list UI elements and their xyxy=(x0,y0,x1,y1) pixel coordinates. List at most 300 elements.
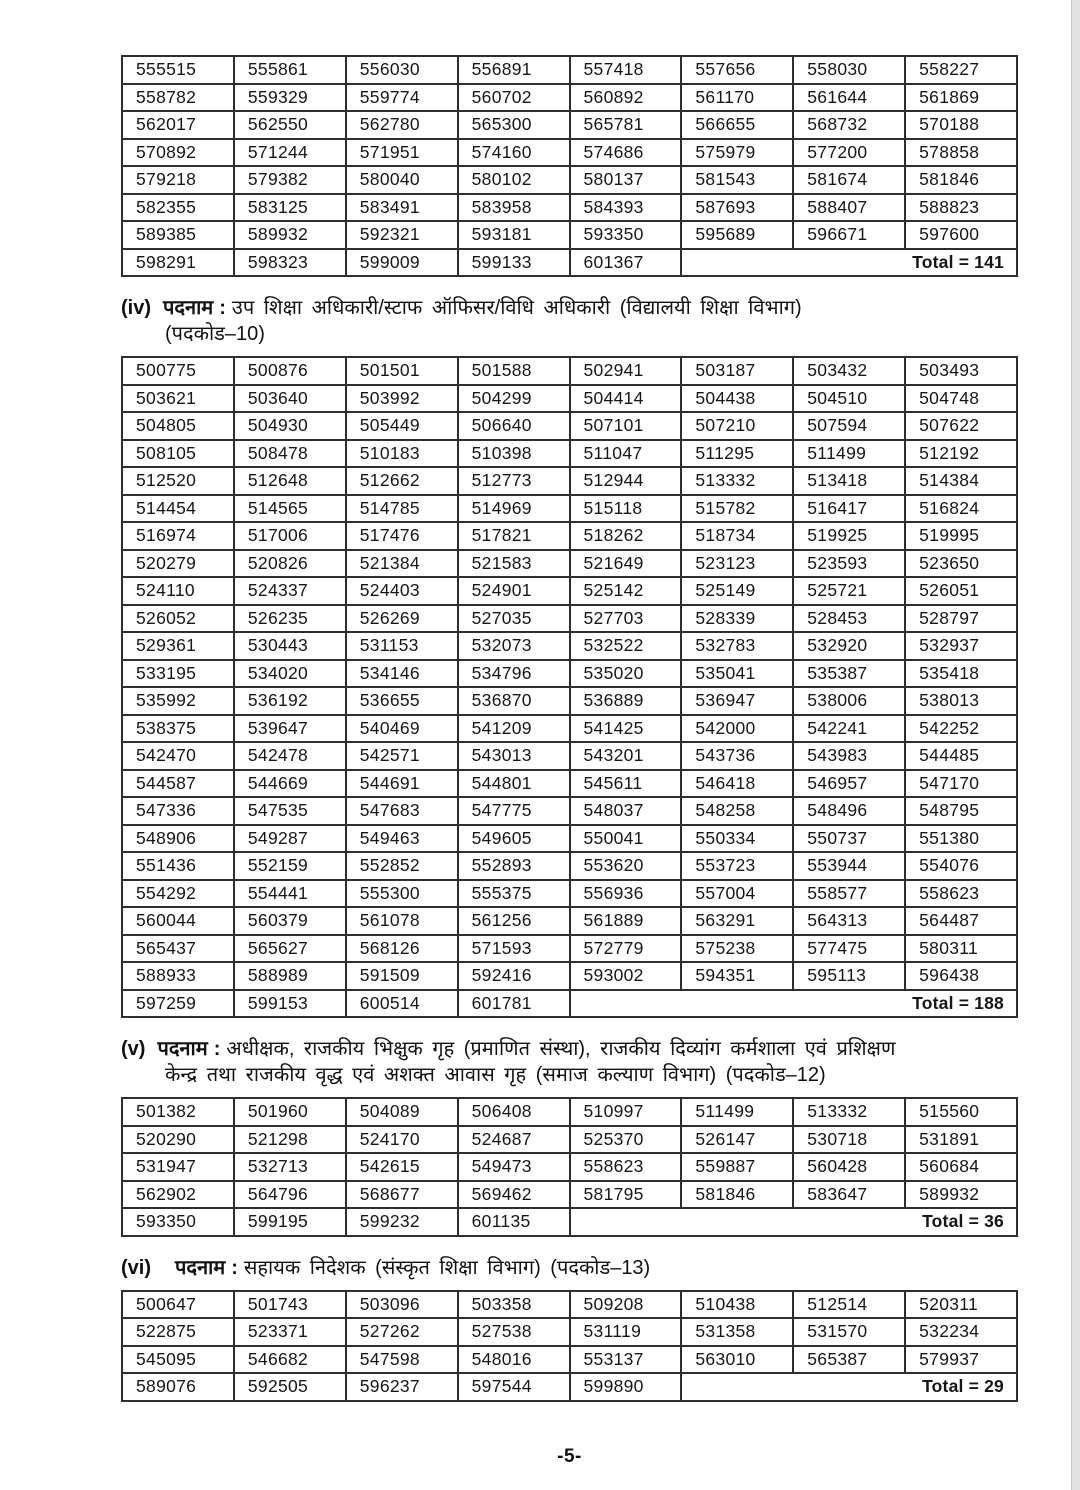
table-row xyxy=(122,687,1017,715)
roll-number-cell: 533195 xyxy=(122,660,234,688)
roll-number-cell: 548016 xyxy=(458,1346,570,1374)
roll-number-cell: 562017 xyxy=(122,111,234,139)
roll-number-cell: 592416 xyxy=(458,962,570,990)
roll-number-cell: 574686 xyxy=(570,139,682,167)
table-row xyxy=(122,1098,1017,1126)
roll-number-cell: 508105 xyxy=(122,440,234,468)
roll-number-table-continuation xyxy=(121,55,1018,277)
roll-number-cell: 538006 xyxy=(793,687,905,715)
table-row xyxy=(122,1318,1017,1346)
roll-number-cell: 589932 xyxy=(234,221,346,249)
roll-number-cell: 550334 xyxy=(681,825,793,853)
roll-number-cell: 556030 xyxy=(346,56,458,84)
roll-number-cell: 511047 xyxy=(570,440,682,468)
roll-number-cell: 569462 xyxy=(458,1181,570,1209)
roll-number-cell: 544669 xyxy=(234,770,346,798)
roll-number-cell: 507622 xyxy=(905,412,1017,440)
roll-number-cell: 527538 xyxy=(458,1318,570,1346)
roll-number-cell: 581795 xyxy=(570,1181,682,1209)
roll-number-cell: 513418 xyxy=(793,467,905,495)
roll-number-cell: 520826 xyxy=(234,550,346,578)
roll-number-cell: 574160 xyxy=(458,139,570,167)
roll-number-cell: 561644 xyxy=(793,84,905,112)
roll-number-cell: 531891 xyxy=(905,1126,1017,1154)
section-vi-heading xyxy=(121,1255,1018,1281)
section-index: (vi) xyxy=(121,1256,151,1279)
roll-number-cell: 503432 xyxy=(793,357,905,385)
roll-number-cell: 534020 xyxy=(234,660,346,688)
roll-number-cell: 561078 xyxy=(346,907,458,935)
table-row xyxy=(122,825,1017,853)
roll-number-cell: 514384 xyxy=(905,467,1017,495)
roll-number-cell: 513332 xyxy=(793,1098,905,1126)
roll-number-cell: 518734 xyxy=(681,522,793,550)
roll-number-cell: 534796 xyxy=(458,660,570,688)
roll-number-cell: 532920 xyxy=(793,632,905,660)
roll-number-cell: 601781 xyxy=(458,990,570,1018)
roll-number-cell: 528453 xyxy=(793,605,905,633)
roll-number-cell: 510997 xyxy=(570,1098,682,1126)
heading-text: सहायक निदेशक (संस्कृत शिक्षा विभाग) (पदकोड–13) xyxy=(243,1256,651,1279)
roll-number-cell: 506640 xyxy=(458,412,570,440)
roll-number-cell: 568732 xyxy=(793,111,905,139)
roll-number-cell: 526051 xyxy=(905,577,1017,605)
heading-label: पदनाम xyxy=(157,1038,208,1060)
roll-number-cell: 598291 xyxy=(122,249,234,277)
table-row xyxy=(122,385,1017,413)
table-row xyxy=(122,1373,1017,1401)
roll-number-cell: 560044 xyxy=(122,907,234,935)
roll-number-cell: 519925 xyxy=(793,522,905,550)
roll-number-cell: 565781 xyxy=(570,111,682,139)
roll-number-cell: 562780 xyxy=(346,111,458,139)
roll-number-cell: 555375 xyxy=(458,880,570,908)
roll-number-cell: 552159 xyxy=(234,852,346,880)
roll-number-cell: 532937 xyxy=(905,632,1017,660)
roll-number-cell: 515560 xyxy=(905,1098,1017,1126)
roll-number-cell: 589385 xyxy=(122,221,234,249)
roll-number-cell: 535041 xyxy=(681,660,793,688)
roll-number-cell: 512662 xyxy=(346,467,458,495)
right-edge-shadow xyxy=(1071,0,1080,1490)
roll-number-cell: 500775 xyxy=(122,357,234,385)
roll-number-cell: 552852 xyxy=(346,852,458,880)
roll-number-cell: 589076 xyxy=(122,1373,234,1401)
roll-number-cell: 543013 xyxy=(458,742,570,770)
roll-number-cell: 558030 xyxy=(793,56,905,84)
table-row xyxy=(122,221,1017,249)
roll-number-cell: 517006 xyxy=(234,522,346,550)
roll-number-cell: 601135 xyxy=(458,1208,570,1236)
roll-number-cell: 531947 xyxy=(122,1153,234,1181)
roll-number-cell: 500647 xyxy=(122,1291,234,1319)
roll-number-cell: 531570 xyxy=(793,1318,905,1346)
roll-number-cell: 503640 xyxy=(234,385,346,413)
roll-number-cell: 535992 xyxy=(122,687,234,715)
section-index: (iv) xyxy=(121,297,151,319)
roll-number-cell: 530718 xyxy=(793,1126,905,1154)
roll-number-cell: 546957 xyxy=(793,770,905,798)
table-row xyxy=(122,56,1017,84)
roll-number-cell: 521384 xyxy=(346,550,458,578)
roll-number-cell: 547170 xyxy=(905,770,1017,798)
total-cell: Total = 36 xyxy=(570,1208,1018,1236)
roll-number-cell: 532713 xyxy=(234,1153,346,1181)
table-row xyxy=(122,742,1017,770)
roll-number-cell: 599133 xyxy=(458,249,570,277)
roll-number-cell: 541209 xyxy=(458,715,570,743)
roll-number-cell: 512944 xyxy=(570,467,682,495)
roll-number-cell: 512192 xyxy=(905,440,1017,468)
roll-number-cell: 599195 xyxy=(234,1208,346,1236)
roll-number-cell: 580102 xyxy=(458,166,570,194)
roll-number-cell: 501743 xyxy=(234,1291,346,1319)
roll-number-cell: 559329 xyxy=(234,84,346,112)
roll-number-cell: 520279 xyxy=(122,550,234,578)
roll-number-cell: 562902 xyxy=(122,1181,234,1209)
roll-number-cell: 560379 xyxy=(234,907,346,935)
roll-number-cell: 593181 xyxy=(458,221,570,249)
roll-number-cell: 535387 xyxy=(793,660,905,688)
roll-number-cell: 570892 xyxy=(122,139,234,167)
heading-text: उप शिक्षा अधिकारी/स्टाफ ऑफिसर/विधि अधिकारी (विद्यालयी शिक्षा विभाग) xyxy=(231,297,802,319)
roll-number-cell: 505449 xyxy=(346,412,458,440)
document-page xyxy=(121,0,1018,1468)
roll-number-cell: 529361 xyxy=(122,632,234,660)
table-row xyxy=(122,166,1017,194)
roll-number-cell: 581543 xyxy=(681,166,793,194)
roll-number-cell: 507210 xyxy=(681,412,793,440)
roll-number-cell: 504805 xyxy=(122,412,234,440)
table-row xyxy=(122,1126,1017,1154)
section-v-heading xyxy=(121,1036,1018,1088)
roll-number-cell: 504748 xyxy=(905,385,1017,413)
roll-number-table-vi xyxy=(121,1290,1018,1402)
roll-number-cell: 588989 xyxy=(234,962,346,990)
roll-number-cell: 558623 xyxy=(905,880,1017,908)
roll-number-cell: 549287 xyxy=(234,825,346,853)
roll-number-cell: 536947 xyxy=(681,687,793,715)
roll-number-cell: 524687 xyxy=(458,1126,570,1154)
roll-number-cell: 561889 xyxy=(570,907,682,935)
roll-number-cell: 522875 xyxy=(122,1318,234,1346)
roll-number-cell: 547336 xyxy=(122,797,234,825)
roll-number-cell: 558782 xyxy=(122,84,234,112)
roll-number-cell: 578858 xyxy=(905,139,1017,167)
roll-number-cell: 546682 xyxy=(234,1346,346,1374)
roll-number-cell: 503096 xyxy=(346,1291,458,1319)
roll-number-cell: 523371 xyxy=(234,1318,346,1346)
roll-number-cell: 520290 xyxy=(122,1126,234,1154)
roll-number-cell: 532783 xyxy=(681,632,793,660)
roll-number-cell: 593350 xyxy=(570,221,682,249)
roll-number-cell: 530443 xyxy=(234,632,346,660)
heading-label: पदनाम xyxy=(163,297,214,319)
roll-number-cell: 504414 xyxy=(570,385,682,413)
roll-number-cell: 554076 xyxy=(905,852,1017,880)
roll-number-cell: 548496 xyxy=(793,797,905,825)
roll-number-cell: 583958 xyxy=(458,194,570,222)
roll-number-cell: 599232 xyxy=(346,1208,458,1236)
roll-number-cell: 547683 xyxy=(346,797,458,825)
roll-number-cell: 600514 xyxy=(346,990,458,1018)
table-row xyxy=(122,907,1017,935)
roll-number-cell: 555300 xyxy=(346,880,458,908)
roll-number-cell: 548906 xyxy=(122,825,234,853)
roll-number-cell: 560428 xyxy=(793,1153,905,1181)
roll-number-cell: 557418 xyxy=(570,56,682,84)
roll-number-cell: 592505 xyxy=(234,1373,346,1401)
roll-number-cell: 524170 xyxy=(346,1126,458,1154)
roll-number-cell: 571593 xyxy=(458,935,570,963)
roll-number-cell: 524901 xyxy=(458,577,570,605)
roll-number-cell: 558577 xyxy=(793,880,905,908)
roll-number-cell: 584393 xyxy=(570,194,682,222)
table-row xyxy=(122,935,1017,963)
heading-colon: : xyxy=(219,297,226,319)
heading-colon: : xyxy=(213,1038,221,1060)
roll-number-cell: 514454 xyxy=(122,495,234,523)
table-row xyxy=(122,715,1017,743)
roll-number-cell: 525142 xyxy=(570,577,682,605)
roll-number-cell: 544485 xyxy=(905,742,1017,770)
roll-number-cell: 527703 xyxy=(570,605,682,633)
roll-number-cell: 510438 xyxy=(681,1291,793,1319)
roll-number-cell: 545611 xyxy=(570,770,682,798)
roll-number-cell: 565627 xyxy=(234,935,346,963)
roll-number-cell: 542241 xyxy=(793,715,905,743)
roll-number-cell: 527035 xyxy=(458,605,570,633)
table-row xyxy=(122,1153,1017,1181)
roll-number-cell: 579382 xyxy=(234,166,346,194)
roll-number-cell: 528797 xyxy=(905,605,1017,633)
roll-number-cell: 560684 xyxy=(905,1153,1017,1181)
table-row xyxy=(122,880,1017,908)
table-row xyxy=(122,550,1017,578)
roll-number-cell: 595689 xyxy=(681,221,793,249)
roll-number-cell: 556891 xyxy=(458,56,570,84)
roll-number-cell: 553723 xyxy=(681,852,793,880)
roll-number-cell: 571951 xyxy=(346,139,458,167)
table-row xyxy=(122,962,1017,990)
roll-number-cell: 544801 xyxy=(458,770,570,798)
roll-number-cell: 544587 xyxy=(122,770,234,798)
roll-number-cell: 512773 xyxy=(458,467,570,495)
roll-number-cell: 554292 xyxy=(122,880,234,908)
roll-number-cell: 542470 xyxy=(122,742,234,770)
roll-number-cell: 510398 xyxy=(458,440,570,468)
roll-number-cell: 561869 xyxy=(905,84,1017,112)
roll-number-cell: 591509 xyxy=(346,962,458,990)
roll-number-cell: 588823 xyxy=(905,194,1017,222)
roll-number-cell: 543736 xyxy=(681,742,793,770)
roll-number-cell: 579218 xyxy=(122,166,234,194)
roll-number-cell: 553944 xyxy=(793,852,905,880)
roll-number-cell: 504438 xyxy=(681,385,793,413)
roll-number-cell: 542252 xyxy=(905,715,1017,743)
roll-number-cell: 549605 xyxy=(458,825,570,853)
roll-number-cell: 524403 xyxy=(346,577,458,605)
roll-number-cell: 587693 xyxy=(681,194,793,222)
table-row xyxy=(122,852,1017,880)
roll-number-cell: 524110 xyxy=(122,577,234,605)
roll-number-cell: 564487 xyxy=(905,907,1017,935)
roll-number-cell: 583125 xyxy=(234,194,346,222)
roll-number-cell: 589932 xyxy=(905,1181,1017,1209)
roll-number-cell: 583491 xyxy=(346,194,458,222)
roll-number-cell: 547598 xyxy=(346,1346,458,1374)
roll-number-cell: 531358 xyxy=(681,1318,793,1346)
roll-number-cell: 532234 xyxy=(905,1318,1017,1346)
roll-number-cell: 582355 xyxy=(122,194,234,222)
roll-number-cell: 520311 xyxy=(905,1291,1017,1319)
table-row xyxy=(122,990,1017,1018)
roll-number-cell: 517476 xyxy=(346,522,458,550)
roll-number-cell: 503493 xyxy=(905,357,1017,385)
roll-number-cell: 554441 xyxy=(234,880,346,908)
roll-number-cell: 535020 xyxy=(570,660,682,688)
roll-number-cell: 509208 xyxy=(570,1291,682,1319)
roll-number-cell: 596237 xyxy=(346,1373,458,1401)
roll-number-cell: 572779 xyxy=(570,935,682,963)
roll-number-cell: 598323 xyxy=(234,249,346,277)
roll-number-cell: 532073 xyxy=(458,632,570,660)
page-number: -5- xyxy=(557,1445,582,1467)
roll-number-cell: 596671 xyxy=(793,221,905,249)
roll-number-cell: 548795 xyxy=(905,797,1017,825)
roll-number-cell: 553137 xyxy=(570,1346,682,1374)
table-row xyxy=(122,84,1017,112)
roll-number-cell: 517821 xyxy=(458,522,570,550)
roll-number-cell: 525149 xyxy=(681,577,793,605)
roll-number-cell: 511295 xyxy=(681,440,793,468)
roll-number-cell: 583647 xyxy=(793,1181,905,1209)
total-cell: Total = 141 xyxy=(681,249,1017,277)
roll-number-cell: 516974 xyxy=(122,522,234,550)
roll-number-cell: 593350 xyxy=(122,1208,234,1236)
roll-number-cell: 543983 xyxy=(793,742,905,770)
roll-number-cell: 500876 xyxy=(234,357,346,385)
roll-number-cell: 538375 xyxy=(122,715,234,743)
roll-number-cell: 577200 xyxy=(793,139,905,167)
roll-number-cell: 521583 xyxy=(458,550,570,578)
roll-number-cell: 531153 xyxy=(346,632,458,660)
table-row xyxy=(122,632,1017,660)
heading-text-line2: (पदकोड–10) xyxy=(165,323,265,345)
section-iv-heading xyxy=(121,295,1018,347)
roll-number-cell: 524337 xyxy=(234,577,346,605)
roll-number-cell: 546418 xyxy=(681,770,793,798)
roll-number-cell: 514969 xyxy=(458,495,570,523)
roll-number-cell: 514785 xyxy=(346,495,458,523)
table-row xyxy=(122,412,1017,440)
roll-number-cell: 542000 xyxy=(681,715,793,743)
roll-number-cell: 597600 xyxy=(905,221,1017,249)
roll-number-cell: 543201 xyxy=(570,742,682,770)
table-row xyxy=(122,660,1017,688)
table-row xyxy=(122,194,1017,222)
roll-number-cell: 542615 xyxy=(346,1153,458,1181)
roll-number-cell: 575979 xyxy=(681,139,793,167)
roll-number-cell: 544691 xyxy=(346,770,458,798)
roll-number-cell: 508478 xyxy=(234,440,346,468)
roll-number-cell: 588933 xyxy=(122,962,234,990)
roll-number-cell: 525721 xyxy=(793,577,905,605)
roll-number-cell: 548037 xyxy=(570,797,682,825)
roll-number-cell: 565437 xyxy=(122,935,234,963)
roll-number-cell: 564313 xyxy=(793,907,905,935)
roll-number-cell: 575238 xyxy=(681,935,793,963)
roll-number-cell: 551436 xyxy=(122,852,234,880)
roll-number-cell: 560702 xyxy=(458,84,570,112)
roll-number-cell: 549463 xyxy=(346,825,458,853)
roll-number-cell: 568126 xyxy=(346,935,458,963)
roll-number-cell: 510183 xyxy=(346,440,458,468)
roll-number-cell: 580137 xyxy=(570,166,682,194)
roll-number-cell: 553620 xyxy=(570,852,682,880)
table-row xyxy=(122,1208,1017,1236)
roll-number-cell: 503992 xyxy=(346,385,458,413)
roll-number-cell: 561170 xyxy=(681,84,793,112)
roll-number-cell: 531119 xyxy=(570,1318,682,1346)
roll-number-cell: 504089 xyxy=(346,1098,458,1126)
roll-number-cell: 515782 xyxy=(681,495,793,523)
roll-number-cell: 596438 xyxy=(905,962,1017,990)
roll-number-cell: 560892 xyxy=(570,84,682,112)
roll-number-cell: 538013 xyxy=(905,687,1017,715)
roll-number-cell: 527262 xyxy=(346,1318,458,1346)
roll-number-cell: 581674 xyxy=(793,166,905,194)
roll-number-cell: 523593 xyxy=(793,550,905,578)
heading-label: पदनाम xyxy=(175,1256,226,1279)
roll-number-cell: 599153 xyxy=(234,990,346,1018)
roll-number-cell: 562550 xyxy=(234,111,346,139)
roll-number-cell: 563291 xyxy=(681,907,793,935)
roll-number-cell: 555515 xyxy=(122,56,234,84)
roll-number-cell: 594351 xyxy=(681,962,793,990)
roll-number-cell: 601367 xyxy=(570,249,682,277)
roll-number-cell: 513332 xyxy=(681,467,793,495)
roll-number-cell: 581846 xyxy=(681,1181,793,1209)
table-row xyxy=(122,467,1017,495)
roll-number-cell: 523650 xyxy=(905,550,1017,578)
roll-number-cell: 501960 xyxy=(234,1098,346,1126)
roll-number-cell: 526147 xyxy=(681,1126,793,1154)
top-margin xyxy=(121,0,1018,55)
roll-number-cell: 502941 xyxy=(570,357,682,385)
table-row xyxy=(122,249,1017,277)
roll-number-cell: 559774 xyxy=(346,84,458,112)
roll-number-cell: 540469 xyxy=(346,715,458,743)
roll-number-cell: 568677 xyxy=(346,1181,458,1209)
table-row xyxy=(122,357,1017,385)
roll-number-cell: 542478 xyxy=(234,742,346,770)
roll-number-cell: 512648 xyxy=(234,467,346,495)
table-row xyxy=(122,1181,1017,1209)
roll-number-cell: 503621 xyxy=(122,385,234,413)
roll-number-cell: 564796 xyxy=(234,1181,346,1209)
roll-number-cell: 536655 xyxy=(346,687,458,715)
table-row xyxy=(122,495,1017,523)
total-cell: Total = 188 xyxy=(570,990,1018,1018)
roll-number-cell: 599890 xyxy=(570,1373,682,1401)
roll-number-cell: 516824 xyxy=(905,495,1017,523)
roll-number-cell: 503358 xyxy=(458,1291,570,1319)
roll-number-cell: 552893 xyxy=(458,852,570,880)
roll-number-cell: 577475 xyxy=(793,935,905,963)
roll-number-cell: 547535 xyxy=(234,797,346,825)
roll-number-cell: 557656 xyxy=(681,56,793,84)
